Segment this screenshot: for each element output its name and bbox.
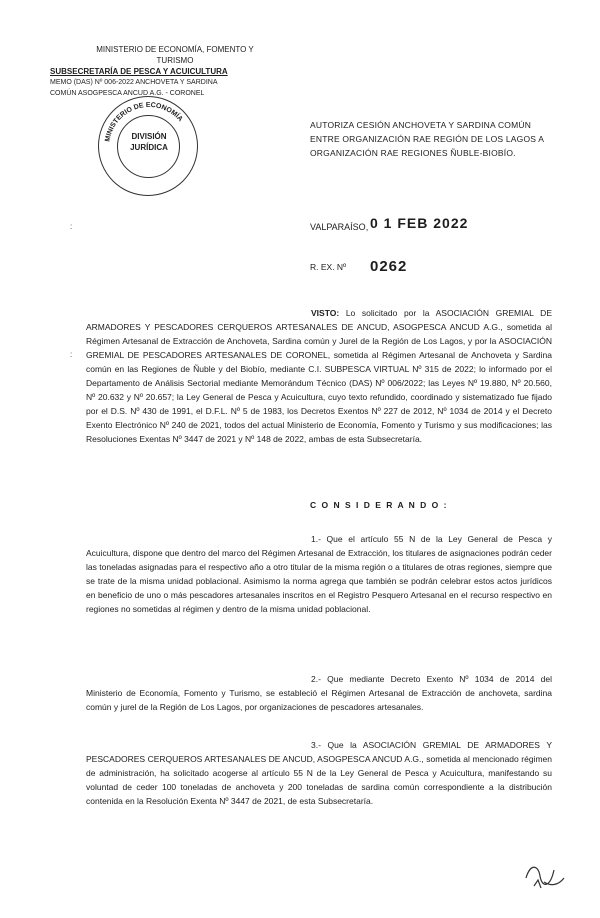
considerando-3 [86, 738, 552, 808]
visto-org-2: ASOCIACIÓN GREMIAL DE PESCADORES ARTESANALES DE CORONEL [86, 336, 552, 360]
visto-org-1: ASOCIACIÓN GREMIAL DE ARMADORES Y PESCADORES CERQUEROS ARTESANALES DE ANCUD, ASOGPESCA ANCUD A.G. [86, 308, 552, 332]
division-juridica-stamp [98, 96, 198, 196]
subsecretaria-name: SUBSECRETARÍA DE PESCA Y ACUICULTURA [50, 67, 228, 76]
place-label: VALPARAÍSO, [310, 222, 369, 232]
stamp-juridica: JURÍDICA [130, 143, 168, 152]
ministry-header [50, 44, 300, 99]
initials-signature [520, 856, 570, 896]
resolution-subject: AUTORIZA CESIÓN ANCHOVETA Y SARDINA COMÚN ENTRE ORGANIZACIÓN RAE REGIÓN DE LOS LAGOS A ORGANIZACIÓN RAE REGIONES ÑUBLE-BIOBÍO. [310, 120, 544, 158]
margin-mark: : [70, 350, 73, 359]
svg-text:MINISTERIO DE ECONOMÍA: MINISTERIO DE ECONOMÍA [104, 101, 184, 143]
considerando-3-org: ASOCIACIÓN GREMIAL DE ARMADORES Y PESCADORES CERQUEROS ARTESANALES DE ANCUD, ASOGPESCA ANCUD A.G. [86, 740, 552, 764]
ministry-line-2: TURISMO [156, 56, 194, 65]
memo-ref-line-1: MEMO (DAS) Nº 006-2022 ANCHOVETA Y SARDINA [50, 79, 218, 86]
visto-lead: Lo solicitado por la [345, 308, 436, 318]
memo-ref-line-2: COMÚN ASOGPESCA ANCUD A.G. - CORONEL [50, 90, 205, 97]
visto-rest: , sometida al Régimen Artesanal de Anchoveta y Sardina común en las Regiones de Ñuble y del Biobío, mediante C.I. SUBPESCA VIRTUAL Nº 315 de 2022; lo informado por el Departamento de Análisis Sectorial mediante Memorándum Técnico (DAS) Nº 006/2022; las Leyes Nº 19.880, Nº 20.560, Nº 20.632 y Nº 20.657; la Ley General de Pesca y Acuicultura, cuyo texto refundido, coordinado y sistematizado fue fijado por el D.S. Nº 430 de 1991, el D.F.L. Nº 5 de 1983, los Decretos Exentos Nº 227 de 2012, Nº 1034 de 2014 y el Decreto Exento Electrónico Nº 240 de 2021, todos del actual Ministerio de Economía, Fomento y Turismo y sus modificaciones; las Resoluciones Exentas Nº 3447 de 2021 y Nº 148 de 2022, ambas de esta Subsecretaría. [86, 350, 552, 444]
considerando-title: C O N S I D E R A N D O : [310, 500, 448, 510]
considerando-3-rest: , sometida al mencionado régimen de administración, ha solicitado acogerse al artículo 55 N de la Ley General de Pesca y Acuicultura, manifestando su voluntad de ceder 100 toneladas de anchoveta y 200 toneladas de sardina común correspondiente a la distribución contenida en la Resolución Exenta Nº 3447 de 2021, de esta Subsecretaría. [86, 754, 552, 806]
ministry-line-1: MINISTERIO DE ECONOMÍA, FOMENTO Y [96, 45, 254, 54]
considerando-2-text: 2.- Que mediante Decreto Exento Nº 1034 de 2014 del Ministerio de Economía, Fomento y Turismo, se estableció el Régimen Artesanal de Extracción de anchoveta, sardina común y jurel de la Región de Los Lagos, por organizaciones de pescadores artesanales. [86, 674, 552, 712]
visto-label: VISTO: [311, 308, 340, 318]
rex-number: 0262 [370, 258, 408, 275]
considerando-1 [86, 532, 552, 616]
stamp-division: DIVISIÓN [131, 132, 167, 141]
margin-mark: : [70, 222, 73, 231]
visto-paragraph [86, 306, 552, 446]
visto-mid-1: , sometida al Régimen Artesanal de Extracción de Anchoveta, Sardina común y Jurel de la Región de Los Lagos, y por la [86, 322, 552, 346]
considerando-1-text: 1.- Que el artículo 55 N de la Ley General de Pesca y Acuicultura, dispone que dentro del marco del Régimen Artesanal de Extracción, los titulares de asignaciones podrán ceder las toneladas asignadas para el respectivo año a otro titular de la misma región o a titulares de otras regiones, siempre que se trate de la misma unidad poblacional. Asimismo la norma agrega que también se podrán celebrar estos actos jurídicos en beneficio de uno o más pescadores artesanales inscritos en el Registro Pesquero Artesanal en el recurso respectivo en regiones no sometidas al régimen y dentro de la misma unidad poblacional. [86, 534, 552, 614]
considerando-2 [86, 672, 552, 714]
rex-label: R. EX. Nº [310, 262, 347, 272]
stamp-center-text [99, 131, 199, 153]
resolution-date: 0 1 FEB 2022 [370, 215, 469, 231]
considerando-3-lead: 3.- Que la [311, 740, 363, 750]
